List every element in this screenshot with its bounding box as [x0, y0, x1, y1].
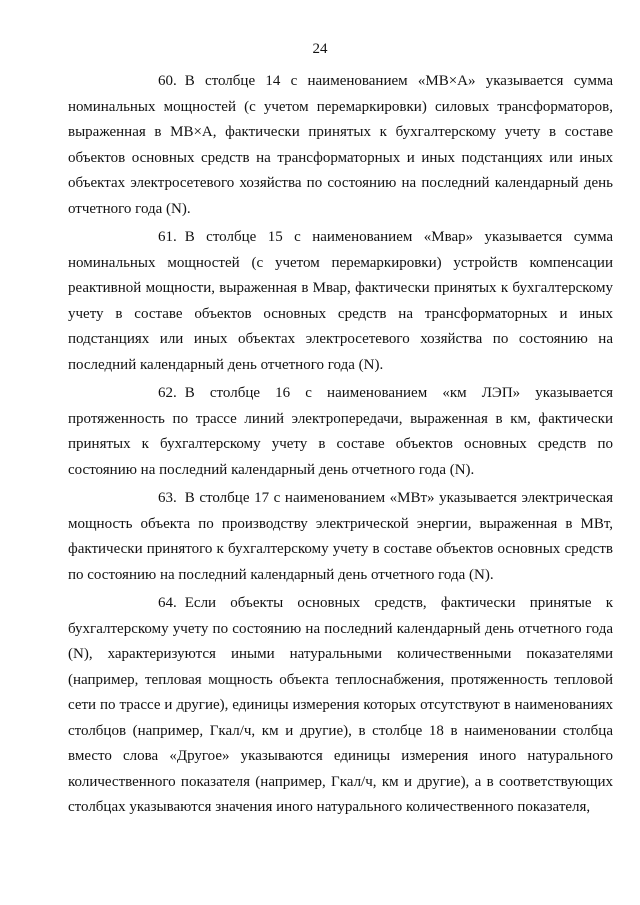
paragraph-number: 61. [158, 229, 177, 245]
paragraph-text: Если объекты основных средств, фактически принятые к бухгалтерскому учету по состоянию на последний календарный день отчетного года (N), характеризуются иными натуральными количественными показателями (например, тепловая мощность объекта теплоснабжения, протяженность тепловой сети по трассе и другие), единицы измерения которых отсутствуют в наименованиях столбцов (например, Гкал/ч, км и другие), в столбце 18 в наименовании столбца вместо слова «Другое» указываются единицы измерения иного натурального количественного показателя (например, Гкал/ч, км и другие), а в соответствующих столбцах указываются значения иного натурального количественного показателя, [68, 595, 613, 815]
paragraph-number: 62. [158, 385, 177, 401]
paragraph-60 [68, 69, 613, 222]
paragraph-63 [68, 486, 613, 588]
paragraph-number: 63. [158, 490, 177, 506]
paragraph-number: 60. [158, 73, 177, 89]
paragraph-number: 64. [158, 595, 177, 611]
page-number: 24 [312, 41, 328, 57]
paragraph-text: В столбце 14 с наименованием «МВ×А» указывается сумма номинальных мощностей (с учетом перемаркировки) силовых трансформаторов, выраженная в МВ×А, фактически принятых к бухгалтерскому учету в составе объектов основных средств на трансформаторных и иных подстанциях или иных объектах электросетевого хозяйства по состоянию на последний календарный день отчетного года (N). [68, 73, 613, 217]
paragraph-61 [68, 225, 613, 378]
paragraph-text: В столбце 17 с наименованием «МВт» указывается электрическая мощность объекта по производству электрической энергии, выраженная в МВт, фактически принятого к бухгалтерскому учету в составе объектов основных средств по состоянию на последний календарный день отчетного года (N). [68, 490, 613, 583]
paragraph-64 [68, 591, 613, 821]
paragraph-text: В столбце 16 с наименованием «км ЛЭП» указывается протяженность по трассе линий электропередачи, выраженная в км, фактически принятых к бухгалтерскому учету в составе объектов основных средств по состоянию на последний календарный день отчетного года (N). [68, 385, 613, 478]
document-body [68, 69, 613, 824]
paragraph-text: В столбце 15 с наименованием «Мвар» указывается сумма номинальных мощностей (с учетом перемаркировки) устройств компенсации реактивной мощности, выраженная в Мвар, фактически принятых к бухгалтерскому учету в составе объектов основных средств на трансформаторных и иных подстанциях или иных объектах электросетевого хозяйства по состоянию на последний календарный день отчетного года (N). [68, 229, 613, 373]
paragraph-62 [68, 381, 613, 483]
